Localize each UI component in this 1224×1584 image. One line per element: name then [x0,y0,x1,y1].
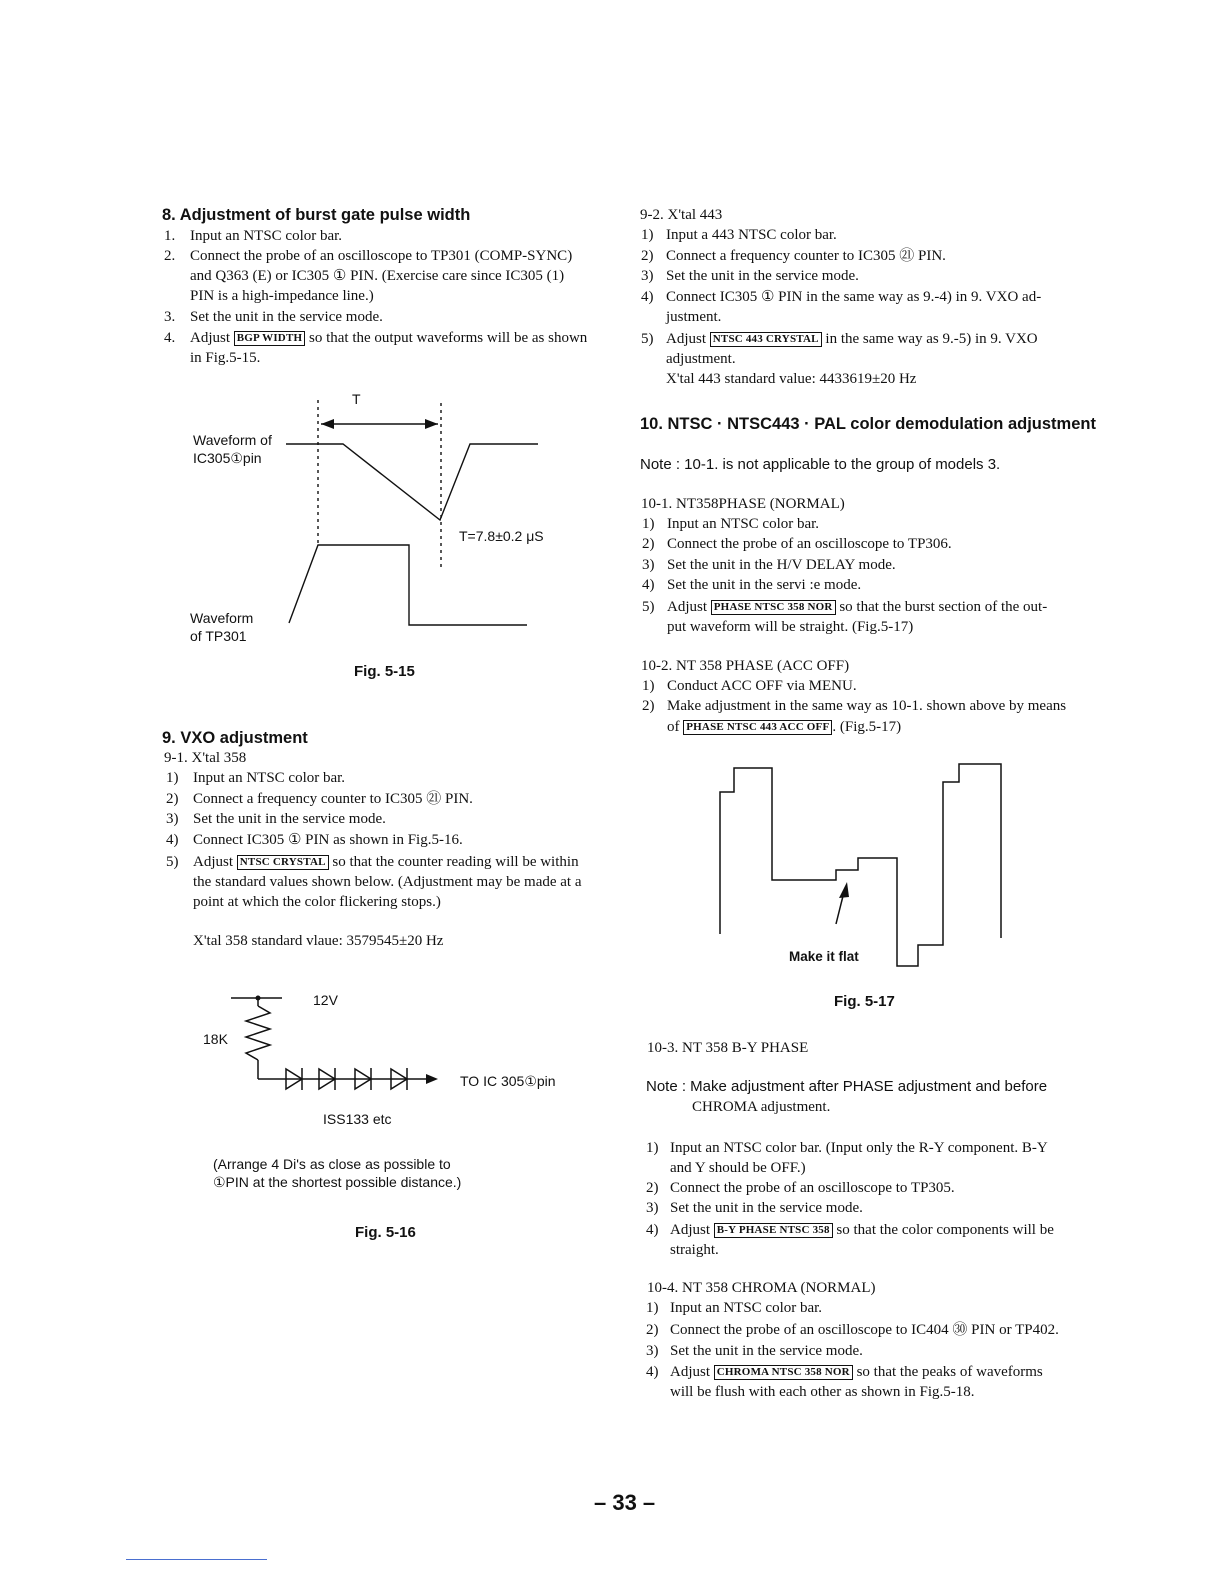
fig-5-15-wave1-l1: Waveform of [193,432,272,448]
s101-step1-num: 1) [642,516,655,532]
s103-step2-num: 2) [646,1180,659,1196]
fig-5-16-diode: ISS133 etc [323,1111,392,1127]
s9-step2-num: 2) [166,791,179,807]
s92-step5-num: 5) [641,331,654,347]
s101-step3-num: 3) [642,557,655,573]
s8-step2-line3: PIN is a high-impedance line.) [190,288,374,304]
s102-step2-text: Make adjustment in the same way as 10-1. shown above by means [667,698,1067,714]
ntsc-crystal-key: NTSC CRYSTAL [237,855,329,870]
s9-step1-text: Input an NTSC color bar. [193,770,346,786]
s103-step3-num: 3) [646,1200,659,1216]
s9-step1-num: 1) [166,770,179,786]
fig-5-15-t-label: T [352,391,361,407]
s9-1-sub: 9-1. X'tal 358 [164,750,247,766]
s8-step2-line2: and Q363 (E) or IC305 ① PIN. (Exercise care since IC305 (1) [190,268,565,284]
s103-step4-cont: straight. [670,1242,719,1258]
s9-step4-num: 4) [166,832,179,848]
s101-step3-text: Set the unit in the H/V DELAY mode. [667,557,896,573]
fig-5-15-spec: T=7.8±0.2 μS [459,528,544,544]
s10-1-sub: 10-1. NT358PHASE (NORMAL) [641,496,845,512]
section-10-title: 10. NTSC · NTSC443 · PAL color demodulation adjustment [640,415,1096,433]
s92-step2-num: 2) [641,248,654,264]
s9-standard-value: X'tal 358 standard vlaue: 3579545±20 Hz [193,933,444,949]
s104-step3: Set the unit in the service mode. [670,1343,863,1359]
s9-step5-text: Adjust NTSC CRYSTAL so that the counter reading will be within [193,854,579,870]
ntsc-443-crystal-key: NTSC 443 CRYSTAL [710,332,822,347]
s92-step3-text: Set the unit in the service mode. [666,268,859,284]
s9-step3-text: Set the unit in the service mode. [193,811,386,827]
footer-rule [126,1559,267,1560]
s104-step1: Input an NTSC color bar. [670,1300,823,1316]
s9-2-sub: 9-2. X'tal 443 [640,207,723,223]
s92-step5-cont2: X'tal 443 standard value: 4433619±20 Hz [666,371,917,387]
s92-step1-text: Input a 443 NTSC color bar. [666,227,837,243]
fig-5-15-wave2-l1: Waveform [190,610,254,626]
fig-5-16-note2: ①PIN at the shortest possible distance.) [213,1174,462,1190]
s103-step1-b: and Y should be OFF.) [670,1160,806,1176]
s92-step1-num: 1) [641,227,654,243]
s9-step5-num: 5) [166,854,179,870]
s9-step5-cont2: point at which the color flickering stops.) [193,894,441,910]
section-9-title: 9. VXO adjustment [162,729,308,747]
fig-5-16-caption: Fig. 5-16 [355,1224,416,1241]
s101-step2-num: 2) [642,536,655,552]
bgp-width-key: BGP WIDTH [234,331,305,346]
s8-step4-num: 4. [164,330,176,346]
fig-5-16-to-ic: TO IC 305①pin [460,1073,556,1089]
s101-step5-text: Adjust PHASE NTSC 358 NOR so that the burst section of the out- [667,599,1048,615]
phase-ntsc-358-nor-key: PHASE NTSC 358 NOR [711,600,836,615]
s9-step3-num: 3) [166,811,179,827]
s101-step4-num: 4) [642,577,655,593]
s9-step2-text: Connect a frequency counter to IC305 ㉑ PIN. [193,791,473,807]
s103-note-a: Note : Make adjustment after PHASE adjustment and before [646,1078,1048,1095]
fig-5-16-18k: 18K [203,1031,228,1047]
s103-step1-num: 1) [646,1140,659,1156]
s103-step4-num: 4) [646,1222,659,1238]
fig-5-17-waveform [600,740,1030,980]
s8-step1-num: 1. [164,228,176,244]
s92-step4-line2: justment. [666,309,722,325]
fig-5-15-caption: Fig. 5-15 [354,663,415,680]
s102-step1-num: 1) [642,678,655,694]
s92-step4-line1: Connect IC305 ① PIN in the same way as 9.-4) in 9. VXO ad- [666,289,1042,305]
fig-5-17-label: Make it flat [789,949,859,964]
phase-ntsc-443-acc-off-key: PHASE NTSC 443 ACC OFF [683,720,832,735]
s103-step4: Adjust B-Y PHASE NTSC 358 so that the color components will be [670,1222,1054,1238]
s104-step2-num: 2) [646,1322,659,1338]
fig-5-15-wave2-l2: of TP301 [190,628,247,644]
s9-step5-cont1: the standard values shown below. (Adjustment may be made at a [193,874,582,890]
s101-step4-text: Set the unit in the servi :e mode. [667,577,862,593]
s8-step2-num: 2. [164,248,176,264]
s101-step5-cont: put waveform will be straight. (Fig.5-17) [667,619,914,635]
s104-step4-num: 4) [646,1364,659,1380]
s103-note-b: CHROMA adjustment. [692,1099,831,1115]
s10-3-sub: 10-3. NT 358 B-Y PHASE [647,1040,809,1056]
page-number: – 33 – [594,1490,656,1515]
s101-step1-text: Input an NTSC color bar. [667,516,820,532]
s8-step3-num: 3. [164,309,176,325]
chroma-ntsc-358-nor-key: CHROMA NTSC 358 NOR [714,1365,853,1380]
s9-step4-text: Connect IC305 ① PIN as shown in Fig.5-16. [193,832,463,848]
s10-note: Note : 10-1. is not applicable to the group of models 3. [640,456,1001,473]
s92-step5-cont1: adjustment. [666,351,736,367]
s102-step2-cont: of PHASE NTSC 443 ACC OFF . (Fig.5-17) [667,719,902,735]
s8-step2-line1: Connect the probe of an oscilloscope to TP301 (COMP-SYNC) [190,248,573,264]
s92-step3-num: 3) [641,268,654,284]
s103-step1-a: Input an NTSC color bar. (Input only the R-Y component. B-Y [670,1140,1048,1156]
s8-step1-text: Input an NTSC color bar. [190,228,343,244]
s10-2-sub: 10-2. NT 358 PHASE (ACC OFF) [641,658,850,674]
fig-5-16-note1: (Arrange 4 Di's as close as possible to [213,1156,451,1172]
s103-step3: Set the unit in the service mode. [670,1200,863,1216]
b-y-phase-ntsc-358-key: B-Y PHASE NTSC 358 [714,1223,833,1238]
s102-step2-num: 2) [642,698,655,714]
s104-step2: Connect the probe of an oscilloscope to IC404 ㉚ PIN or TP402. [670,1322,1059,1338]
s8-step4-cont: in Fig.5-15. [190,350,261,366]
s102-step1-text: Conduct ACC OFF via MENU. [667,678,857,694]
fig-5-15-wave1-l2: IC305①pin [193,450,262,466]
s92-step4-num: 4) [641,289,654,305]
fig-5-17-caption: Fig. 5-17 [834,993,895,1010]
fig-5-16-12v: 12V [313,992,338,1008]
s101-step5-num: 5) [642,599,655,615]
s104-step3-num: 3) [646,1343,659,1359]
s103-step2: Connect the probe of an oscilloscope to TP305. [670,1180,955,1196]
s10-4-sub: 10-4. NT 358 CHROMA (NORMAL) [647,1280,876,1296]
s8-step4-text: Adjust BGP WIDTH so that the output waveforms will be as shown [190,330,588,346]
s92-step2-text: Connect a frequency counter to IC305 ㉑ PIN. [666,248,946,264]
s104-step4: Adjust CHROMA NTSC 358 NOR so that the peaks of waveforms [670,1364,1043,1380]
s104-step4-cont: will be flush with each other as shown in Fig.5-18. [670,1384,975,1400]
section-8-title: 8. Adjustment of burst gate pulse width [162,206,471,224]
s92-step5-text: Adjust NTSC 443 CRYSTAL in the same way as 9.-5) in 9. VXO [666,331,1038,347]
s101-step2-text: Connect the probe of an oscilloscope to TP306. [667,536,952,552]
s8-step3-text: Set the unit in the service mode. [190,309,383,325]
s104-step1-num: 1) [646,1300,659,1316]
